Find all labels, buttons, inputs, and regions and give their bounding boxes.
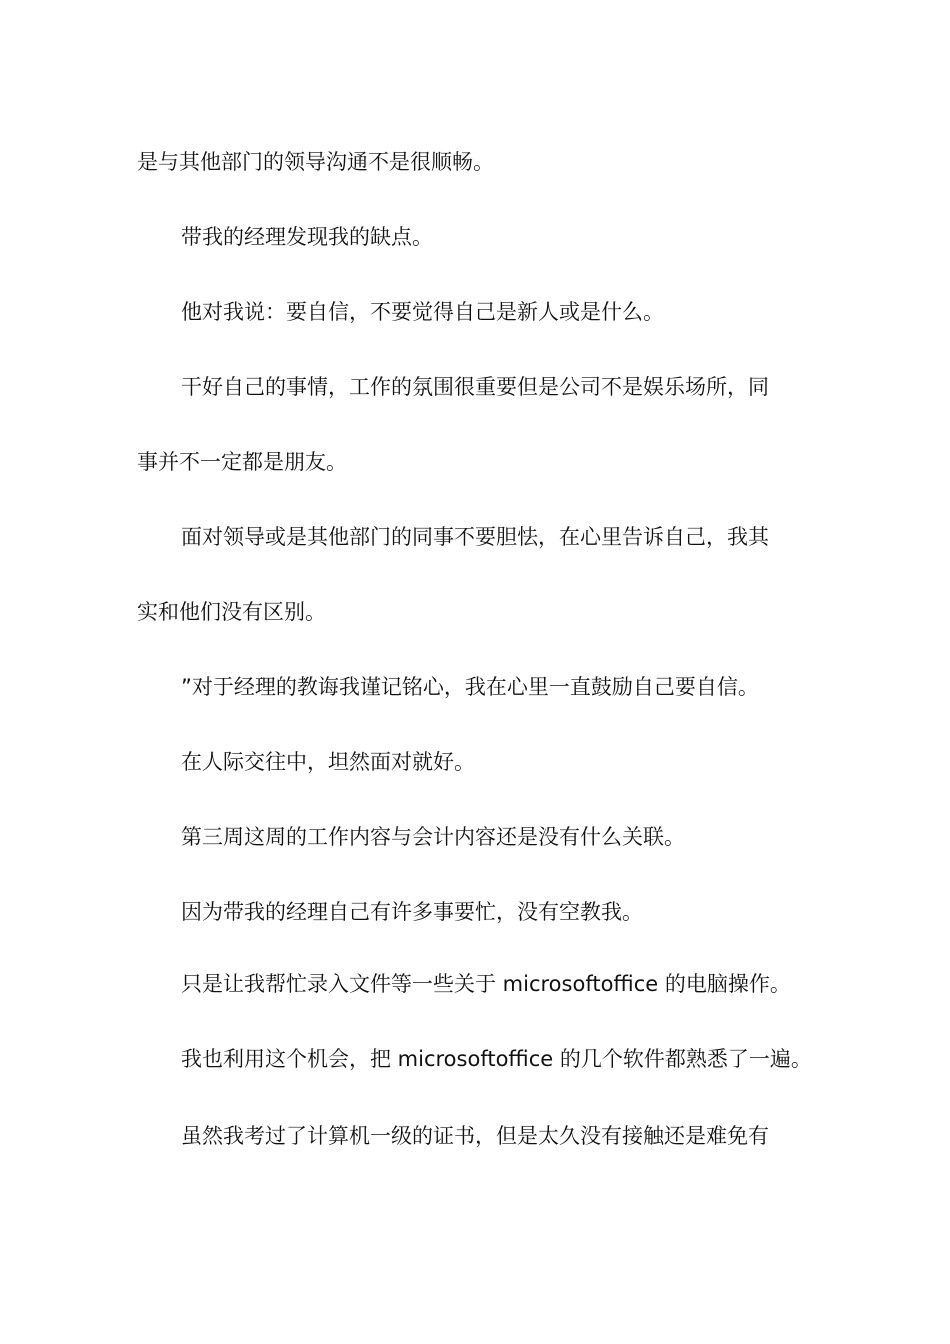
- text-line: ”对于经理的教诲我谨记铭心，我在心里一直鼓励自己要自信。: [181, 675, 759, 699]
- text-line: 只是让我帮忙录入文件等一些关于 microsoftoffice 的电脑操作。: [181, 972, 791, 996]
- text-line: 在人际交往中，坦然面对就好。: [181, 750, 475, 774]
- text-line: 带我的经理发现我的缺点。: [181, 225, 433, 249]
- text-line: 虽然我考过了计算机一级的证书，但是太久没有接触还是难免有: [181, 1124, 769, 1148]
- text-line: 是与其他部门的领导沟通不是很顺畅。: [137, 150, 494, 174]
- text-line: 实和他们没有区别。: [137, 600, 326, 624]
- text-line: 面对领导或是其他部门的同事不要胆怯，在心里告诉自己，我其: [181, 525, 769, 549]
- text-line: 我也利用这个机会，把 microsoftoffice 的几个软件都熟悉了一遍。: [181, 1047, 812, 1071]
- text-line: 因为带我的经理自己有许多事要忙，没有空教我。: [181, 900, 643, 924]
- text-line: 干好自己的事情，工作的氛围很重要但是公司不是娱乐场所，同: [181, 375, 769, 399]
- text-line: 他对我说：要自信，不要觉得自己是新人或是什么。: [181, 300, 664, 324]
- text-line: 事并不一定都是朋友。: [137, 450, 347, 474]
- text-line: 第三周这周的工作内容与会计内容还是没有什么关联。: [181, 825, 685, 849]
